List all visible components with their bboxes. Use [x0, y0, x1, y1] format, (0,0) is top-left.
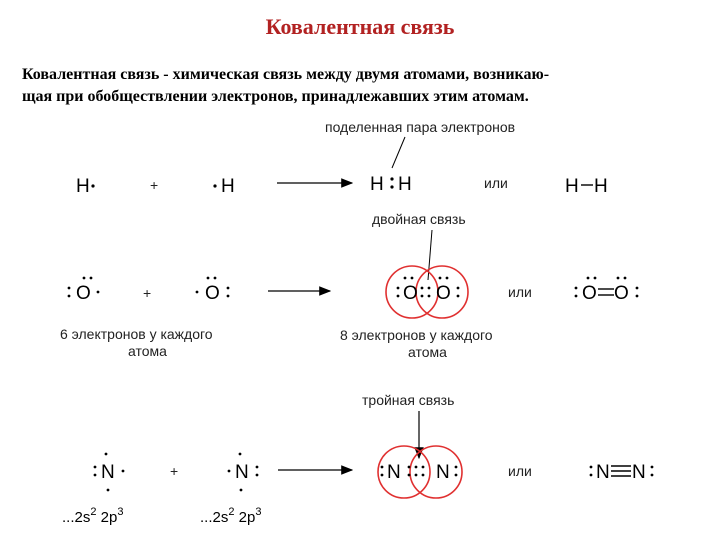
h2-atom-left: H — [370, 174, 384, 195]
h2-shared-electron-1 — [390, 177, 393, 180]
eight-electrons-caption-l2: атома — [408, 344, 447, 360]
h2-line-atom-right: H — [594, 176, 608, 197]
shared-pair-label: поделенная пара электронов — [325, 119, 516, 135]
o2-line-atom-left: O — [582, 283, 597, 304]
double-bond-label: двойная связь — [372, 211, 466, 227]
o-left-unpaired — [97, 291, 100, 294]
page-title: Ковалентная связь — [265, 14, 455, 39]
definition-line-2: щая при обобществлении электронов, принадлежавших этим атомам. — [22, 88, 529, 105]
n2-atom-left: N — [387, 462, 401, 483]
o-atom-right: O — [205, 283, 220, 304]
or-label-row2: или — [508, 284, 532, 300]
n-atom-left: N — [101, 462, 115, 483]
h-atom-right: H — [221, 176, 235, 197]
n2-line-atom-right: N — [632, 462, 646, 483]
h-atom-left: H — [76, 176, 90, 197]
h2-line-atom-left: H — [565, 176, 579, 197]
o2-atom-right: O — [436, 283, 451, 304]
six-electrons-caption-l2: атома — [128, 343, 167, 359]
definition-line-1: Ковалентная связь - химическая связь между двумя атомами, возникаю- — [22, 66, 550, 83]
six-electrons-caption-l1: 6 электронов у каждого — [60, 326, 213, 342]
o2-atom-left: O — [403, 283, 418, 304]
plus-sign-row1: + — [150, 177, 159, 193]
n-config-left: $...2s^2$ $2p^3$ — [62, 506, 124, 526]
o2-line-atom-right: O — [614, 283, 629, 304]
n-config-right: $...2s^2$ $2p^3$ — [200, 506, 262, 526]
n2-atom-right: N — [436, 462, 450, 483]
triple-bond-label: тройная связь — [362, 392, 455, 408]
h2-atom-right: H — [398, 174, 412, 195]
plus-sign-row3: + — [170, 463, 179, 479]
o-atom-left: O — [76, 283, 91, 304]
n2-electron-shell-left — [378, 446, 430, 498]
h2-shared-electron-2 — [390, 185, 393, 188]
or-label-row3: или — [508, 463, 532, 479]
plus-sign-row2: + — [143, 285, 152, 301]
h-left-electron — [91, 184, 94, 187]
or-label-row1: или — [484, 175, 508, 191]
n2-line-atom-left: N — [596, 462, 610, 483]
shared-pair-pointer — [392, 137, 405, 168]
n-atom-right: N — [235, 462, 249, 483]
h-right-electron — [213, 184, 216, 187]
eight-electrons-caption-l1: 8 электронов у каждого — [340, 327, 493, 343]
